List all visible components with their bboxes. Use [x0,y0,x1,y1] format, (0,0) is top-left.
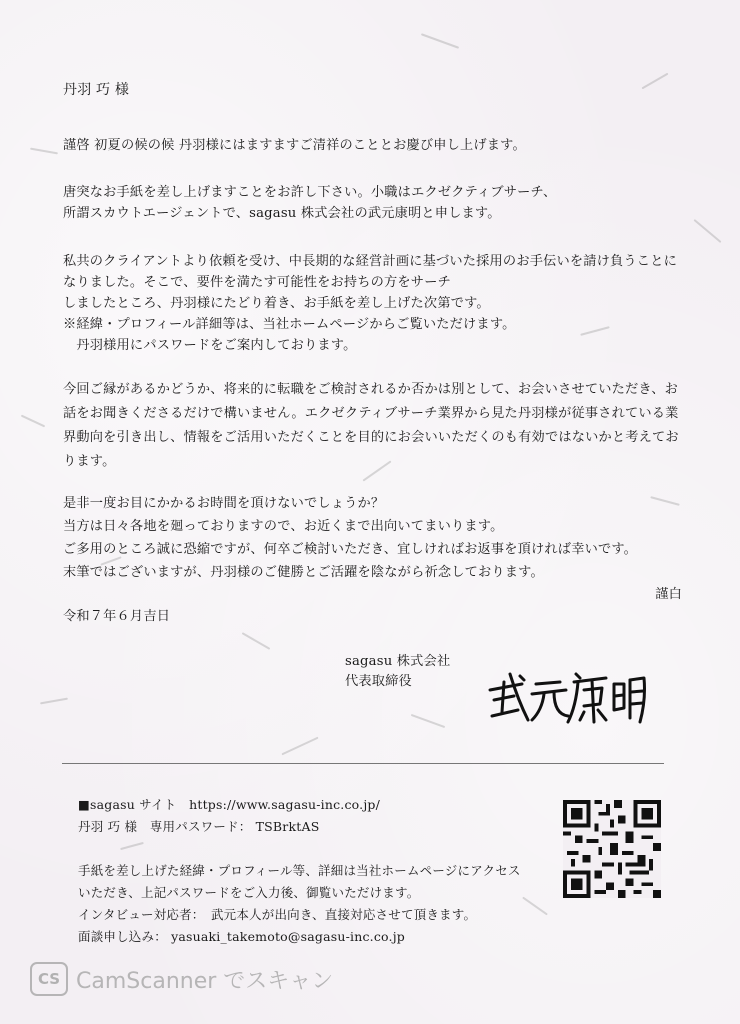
paragraph-line: 当方は日々各地を廻っておりますので、お近くまで出向いてまいります。 [63,519,504,534]
info-line: 手紙を差し上げた経緯・プロフィール等、詳細は当社ホームページにアクセス [78,863,521,878]
paragraph-line: 界動向を引き出し、情報をご活用いただくことを目的にお会いいただくのも有効ではないかと考えてお [63,430,679,445]
footer-divider [62,763,664,764]
paragraph-line: ご多用のところ誠に恐縮ですが、何卒ご検討いただき、宜しければお返事を頂ければ幸いです。 [63,542,638,557]
paragraph-line: 丹羽様用にパスワードをご案内しております。 [63,338,357,353]
watermark-text: CamScanner でスキャン [76,968,334,994]
paragraph-line: ります。 [63,454,116,469]
paragraph-line: 私共のクライアントより依頼を受け、中長期的な経営計画に基づいた採用のお手伝いを請け負うことに [63,254,677,269]
contact-line: 面談申し込み： yasuaki_takemoto@sagasu-inc.co.jp [78,929,405,944]
qr-code-icon [563,800,661,898]
site-line: ■sagasu サイト https://www.sagasu-inc.co.jp/ [78,797,381,812]
info-line: いただき、上記パスワードをご入力後、御覧いただけます。 [78,885,420,900]
addressee: 丹羽 巧 様 [63,82,130,98]
closing: 謹白 [655,587,682,602]
greeting-line: 謹啓 初夏の候の候 丹羽様にはますますご清祥のこととお慶び申し上げます。 [63,138,526,153]
signature-icon [484,660,654,730]
paragraph-line: 所謂スカウトエージェントで、sagasu 株式会社の武元康明と申します。 [63,206,501,221]
paragraph-line: しましたところ、丹羽様にたどり着き、お手紙を差し上げた次第です。 [63,296,490,311]
company-name: sagasu 株式会社 [345,654,451,669]
paragraph-line: なりました。そこで、要件を満たす可能性をお持ちの方をサーチ [63,275,451,290]
paragraph-line: 唐突なお手紙を差し上げますことをお許し下さい。小職はエクゼクティブサーチ、 [63,185,557,200]
camscanner-icon: CS [30,962,68,996]
sender-title: 代表取締役 [345,674,412,689]
paragraph-line: 話をお聞きくださるだけで構いません。エクゼクティブサーチ業界から見た丹羽様が従事されている業 [63,406,679,421]
paragraph-line: ※経緯・プロフィール詳細等は、当社ホームページからご覧いただけます。 [63,317,516,332]
camscanner-watermark [30,962,333,996]
letter-date: 令和７年６月吉日 [63,609,171,624]
paragraph-line: 今回ご縁があるかどうか、将来的に転職をご検討されるか否かは別として、お会いさせていただき、お [63,382,679,397]
interview-line: インタビュー対応者： 武元本人が出向き、直接対応させて頂きます。 [78,907,477,922]
paragraph-line: 是非一度お目にかかるお時間を頂けないでしょうか？ [63,496,385,511]
password-line: 丹羽 巧 様 専用パスワード： TSBrktAS [78,819,320,834]
paragraph-line: 末筆ではございますが、丹羽様のご健勝とご活躍を陰ながら祈念しております。 [63,565,544,580]
